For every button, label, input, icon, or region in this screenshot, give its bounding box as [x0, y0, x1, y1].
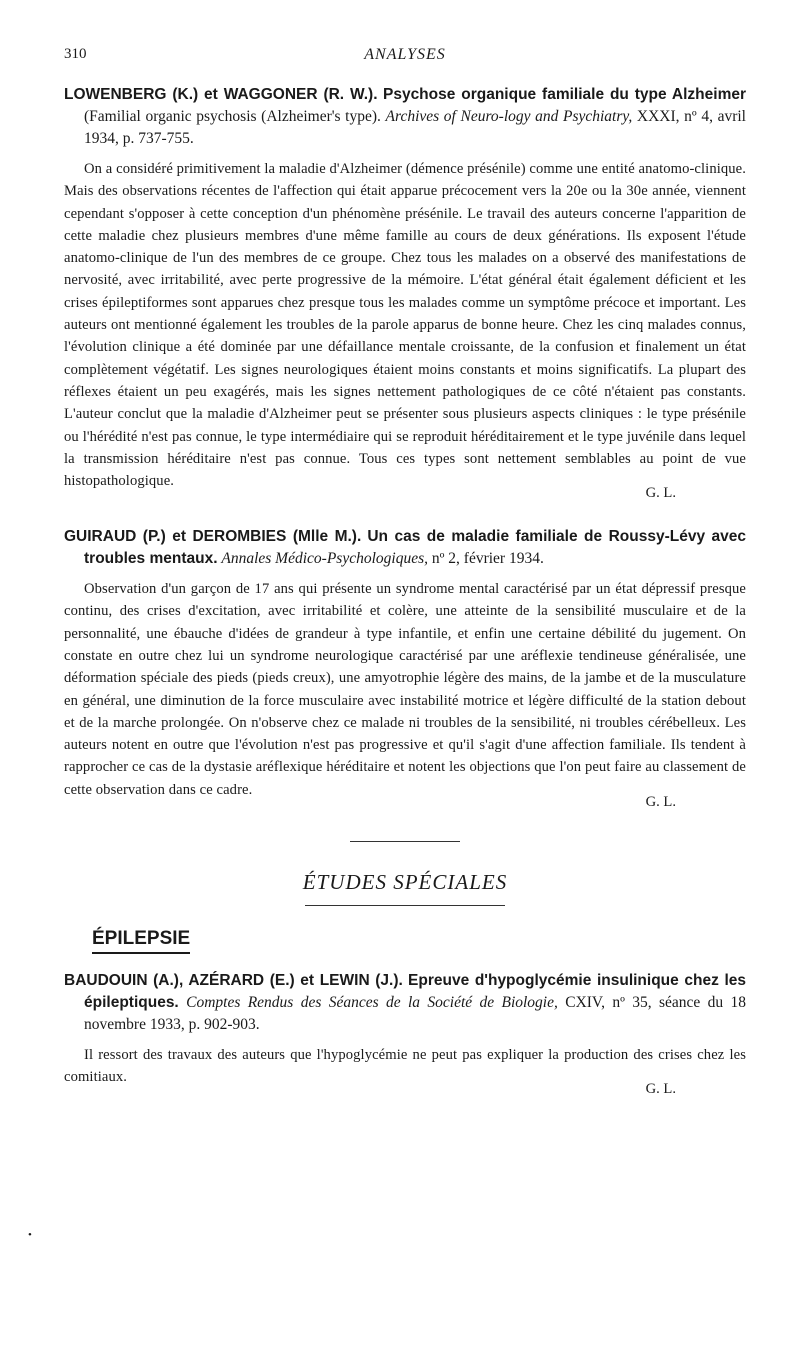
entry-journal: Archives of Neuro-logy and Psychiatry, — [385, 108, 633, 125]
running-head: ANALYSES — [364, 46, 446, 63]
entry-title: Epreuve d'hypoglycémie insulinique chez les épileptiques. — [84, 971, 747, 1011]
subsection-title: ÉPILEPSIE — [92, 928, 190, 954]
citation — [64, 526, 746, 570]
entry-subtitle: (Familial organic psychosis (Alzheimer's type). — [84, 108, 381, 125]
entry-title: Un cas de maladie familiale de Roussy-Lévy avec troubles mentaux. — [84, 528, 747, 568]
entry-body: Observation d'un garçon de 17 ans qui présente un syndrome mental caractérisé par un état dépressif presque continu, des crises d'excitation, avec irritabilité et colère, une atteinte de la sensibilité musculaire et de la personnalité, une ébauche d'idées de grandeur à type infantile, et enfin une certaine débilité du jugement. On constate en outre chez lui un syndrome neurologique caractérisé par une aréflexie tendineuse généralisée, une déformation spéciale des pieds (pieds creux), une amyotrophie légère des mains, de la jambe et de la musculature en général, une diminution de la force musculaire avec instabilité motrice et légère difficulté de la station debout et de la marche prolongée. On n'observe chez ce malade ni troubles de la sensibilité, ni troubles cérébelleux. Les auteurs notent en outre que l'évolution n'est pas progressive et qu'il s'agit d'une affection familiale. Ils tendent à rapprocher ce cas de la dystasie aréflexique héréditaire et notent les objections que l'on peut faire au classement de cette observation dans ce cadre. — [64, 581, 746, 798]
entry-title: Psychose organique familiale du type Alzheimer — [382, 86, 747, 103]
entry-signature: G. L. — [645, 485, 676, 502]
review-entry — [64, 84, 746, 502]
entry-body: On a considéré primitivement la maladie d'Alzheimer (démence présénile) comme une entité anatomo-clinique. Mais des observations récentes de l'affection qui était apparue précocement vers la 20e ou la 30e année, viennent cependant s'opposer à cette conception d'un phénomène présénile. Le travail des auteurs concerne l'apparition de cette maladie chez plusieurs membres d'une même famille au cours de deux générations. Ils exposent l'étude anatomo-clinique de l'un des membres de ce groupe. Chez tous les malades on a observé des manifestations de nervosité, avec irritabilité, avec perte progressive de la mémoire. L'état général était également déficient et les crises épileptiformes sont apparues chez presque tous les malades comme un symptôme précoce et important. Les auteurs ont mentionné également les troubles de la parole apparus de bonne heure. Chez les cinq malades connus, l'évolution clinique a été dominée par une défaillance mentale croissante, de la confusion et finalement un état complètement végétatif. Les signes neurologiques étaient moins constants et moins significatifs. La plupart des réflexes étaient un peu exagérés, mais les signes nettement pathologiques de ce côté n'étaient pas constants. L'auteur conclut que la maladie d'Alzheimer peut se présenter sous plusieurs aspects cliniques : le type présénile ou l'hérédité n'est pas connue, le type intermédiaire qui se reproduit héréditairement et le type juvénile dans lequel la transmission héréditaire n'est pas connue. Tous ces types sont nettement semblables au point de vue histopathologique. — [64, 161, 746, 490]
entry-authors: BAUDOUIN (A.), AZÉRARD (E.) et LEWIN (J.). — [64, 971, 403, 989]
entry-body: Il ressort des travaux des auteurs que l'hypoglycémie ne peut pas expliquer la production des crises chez les comitiaux. — [64, 1046, 746, 1085]
review-entry — [64, 970, 746, 1098]
entry-authors: GUIRAUD (P.) et DEROMBIES (Mlle M.). — [64, 528, 362, 546]
entry-authors: LOWENBERG (K.) et WAGGONER (R. W.). — [64, 86, 378, 103]
review-entry — [64, 526, 746, 811]
journal-page — [64, 40, 746, 1098]
entry-details: CXIV, nº 35, séance du 18 novembre 1933, p. 902-903. — [84, 993, 747, 1033]
entry-details: nº 2, février 1934. — [431, 550, 544, 568]
entry-signature: G. L. — [645, 1080, 676, 1097]
separator-rule — [350, 841, 460, 842]
entry-details: XXXI, nº 4, avril 1934, p. 737-755. — [84, 108, 746, 147]
citation — [64, 970, 746, 1036]
page-header — [64, 40, 746, 70]
citation — [64, 84, 746, 150]
margin-bullet: • — [28, 1229, 32, 1241]
section-rule — [305, 905, 505, 906]
entry-journal: Annales Médico-Psychologiques, — [221, 550, 428, 568]
entry-journal: Comptes Rendus des Séances de la Société de Biologie, — [186, 993, 558, 1011]
section-title: ÉTUDES SPÉCIALES — [302, 869, 508, 894]
entry-signature: G. L. — [645, 793, 676, 810]
page-number: 310 — [64, 46, 87, 62]
